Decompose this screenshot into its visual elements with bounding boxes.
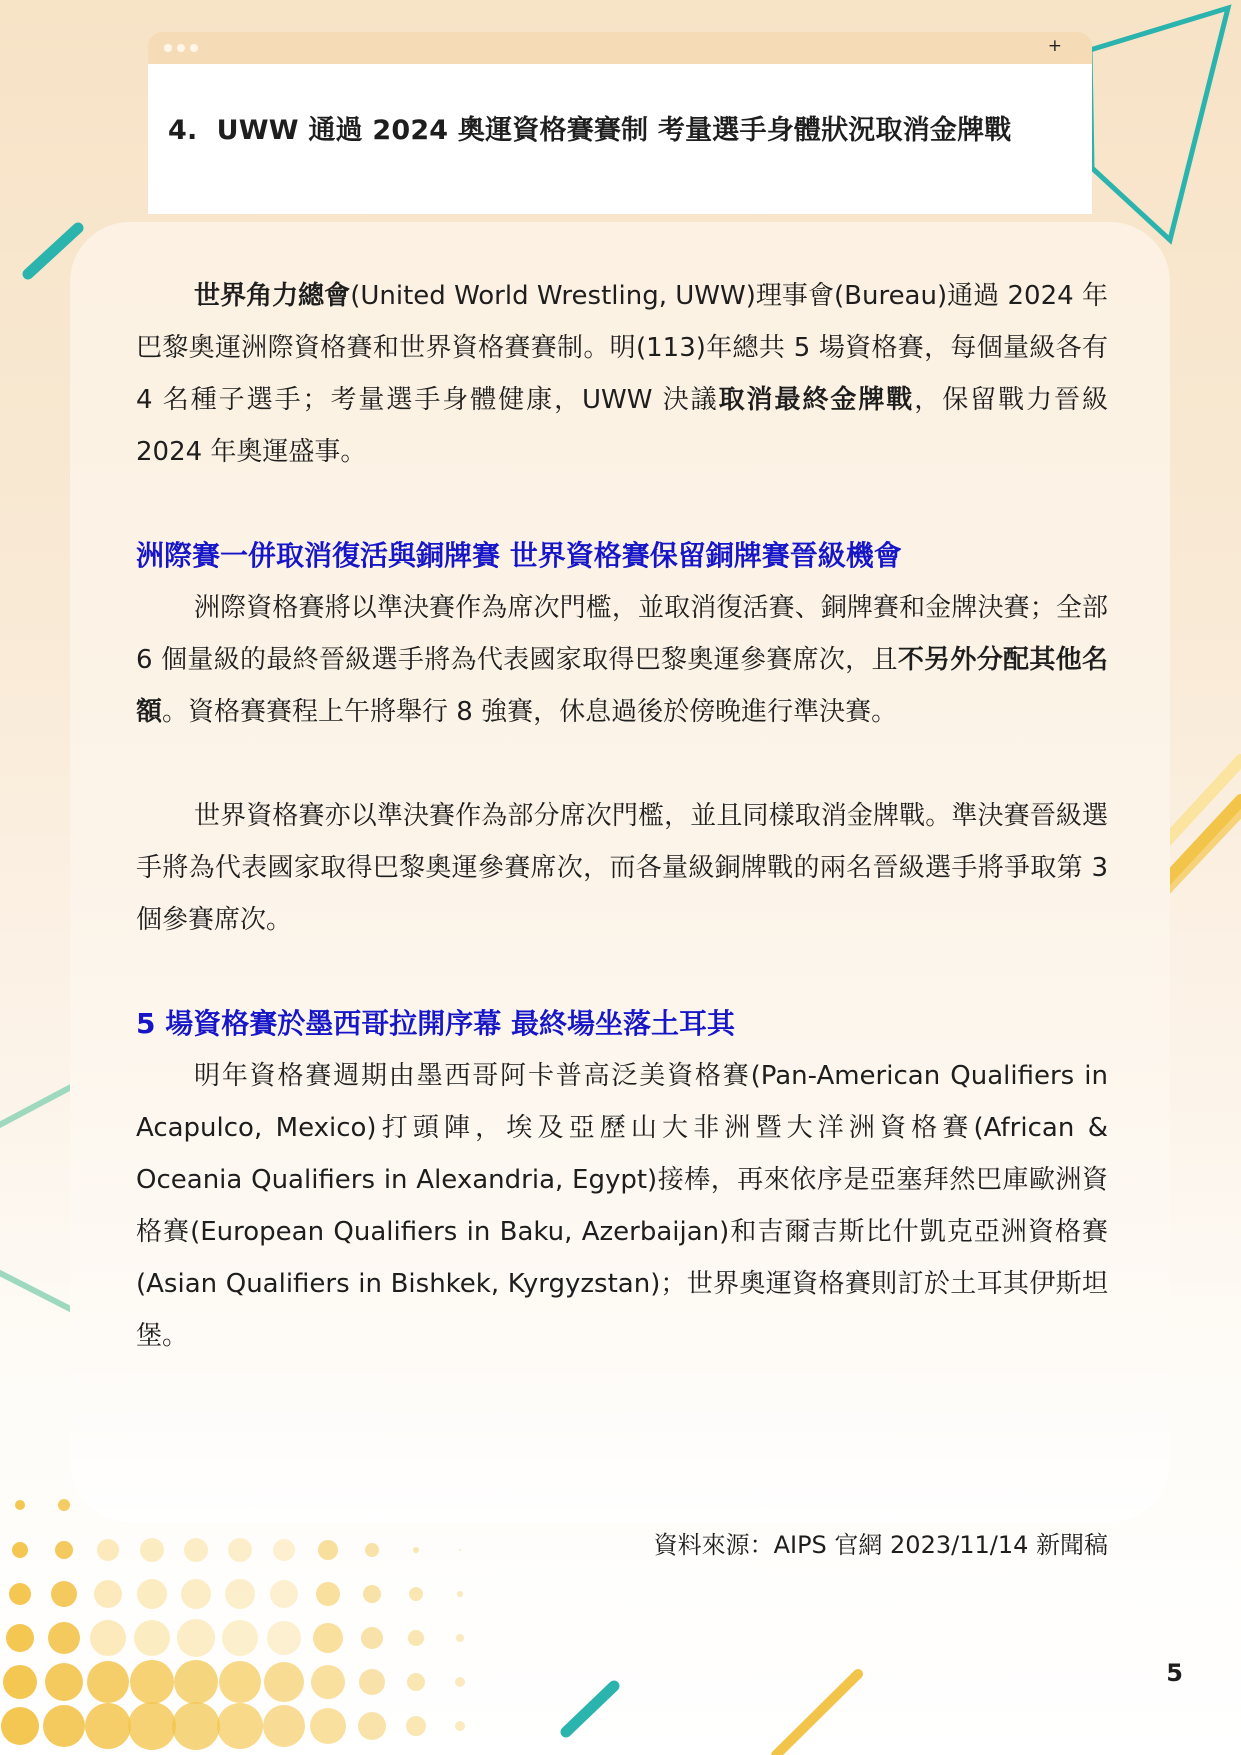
halftone-dot xyxy=(316,1582,340,1606)
halftone-dot xyxy=(459,1549,461,1551)
halftone-dot xyxy=(172,1702,220,1750)
intro-seg: 取消最終金牌戰 xyxy=(718,385,915,415)
halftone-dot xyxy=(413,1547,419,1553)
page-title xyxy=(168,108,1012,147)
halftone-dot xyxy=(228,1538,252,1562)
halftone-dot xyxy=(457,1591,463,1597)
halftone-dot xyxy=(51,1581,77,1607)
halftone-dot xyxy=(267,1621,301,1655)
halftone-dot xyxy=(361,1627,383,1649)
halftone-dot xyxy=(45,1663,83,1701)
halftone-dot xyxy=(184,1538,208,1562)
page-number: 5 xyxy=(1166,1659,1183,1687)
halftone-dot xyxy=(455,1677,465,1687)
title-text: UWW 通過 2024 奧運資格賽賽制 考量選手身體狀況取消金牌戰 xyxy=(216,115,1012,146)
halftone-dot xyxy=(264,1662,304,1702)
plus-icon: + xyxy=(1047,36,1062,56)
halftone-dot xyxy=(12,1542,28,1558)
halftone-dot xyxy=(225,1579,255,1609)
halftone-dot xyxy=(140,1538,164,1562)
article-body xyxy=(136,270,1108,1362)
halftone-dot xyxy=(313,1623,343,1653)
teal-dash-bottom xyxy=(566,1686,614,1732)
halftone-dot xyxy=(217,1703,263,1749)
halftone-dot xyxy=(409,1587,423,1601)
halftone-dot xyxy=(87,1661,129,1703)
halftone-dot xyxy=(408,1630,424,1646)
halftone-dot xyxy=(137,1579,167,1609)
halftone-dot xyxy=(177,1619,215,1657)
halftone-dot xyxy=(48,1622,80,1654)
intro-seg: 世界角力總會 xyxy=(194,281,351,311)
s1p1-seg: 。資格賽賽程上午將舉行 8 強賽，休息過後於傍晚進行準決賽。 xyxy=(162,697,898,727)
halftone-dot xyxy=(358,1712,386,1740)
halftone-dot xyxy=(359,1669,385,1695)
halftone-dot xyxy=(1,1707,39,1745)
title-window xyxy=(148,32,1092,182)
s1p1-seg: 洲際資格賽將以準決賽作為席次門檻，並取消復活賽、銅牌賽和金牌決賽；全部 6 個量級的最終晉級選手將為代表國家取得巴黎奧運參賽席次，且 xyxy=(136,593,1108,675)
halftone-dot xyxy=(455,1721,465,1731)
halftone-dot xyxy=(270,1580,298,1608)
halftone-dot xyxy=(456,1634,464,1642)
halftone-dot xyxy=(273,1539,295,1561)
window-dots-icon xyxy=(164,44,198,52)
halftone-dot xyxy=(128,1702,176,1750)
section2-heading: 5 場資格賽於墨西哥拉開序幕 最終場坐落土耳其 xyxy=(136,1007,735,1040)
halftone-dot xyxy=(311,1665,345,1699)
halftone-dot xyxy=(90,1620,126,1656)
yellow-dash-bottom xyxy=(776,1674,858,1755)
section1-paragraph-2: 世界資格賽亦以準決賽作為部分席次門檻，並且同樣取消金牌戰。準決賽晉級選手將為代表國家取得巴黎奧運參賽席次，而各量級銅牌戰的兩名晉級選手將爭取第 3 個參賽席次。 xyxy=(136,801,1108,935)
halftone-dot xyxy=(363,1585,381,1603)
title-bar xyxy=(148,32,1092,64)
halftone-dot xyxy=(222,1620,258,1656)
teal-dash-left xyxy=(28,228,78,274)
section1-paragraph-1 xyxy=(136,582,1108,738)
intro-seg: (United World Wrestling, UWW)理事會(Bureau)通過 2024 年巴黎奧運洲際資格賽和世界資格賽賽制。明(113)年總共 5 場資格賽，每個量級各有 4 名種子選手；考量選手身體健康，UWW 決議 xyxy=(136,281,1108,415)
intro-paragraph xyxy=(136,270,1108,478)
title-number: 4. xyxy=(168,115,198,146)
halftone-dot xyxy=(406,1716,426,1736)
halftone-dot xyxy=(94,1580,122,1608)
halftone-dot xyxy=(365,1543,379,1557)
halftone-dot xyxy=(43,1705,85,1747)
halftone-dot xyxy=(263,1705,305,1747)
halftone-dot xyxy=(55,1541,73,1559)
section1-heading: 洲際賽一併取消復活與銅牌賽 世界資格賽保留銅牌賽晉級機會 xyxy=(136,539,902,572)
halftone-dot xyxy=(181,1579,211,1609)
halftone-dot xyxy=(3,1665,37,1699)
halftone-dot xyxy=(58,1499,70,1511)
halftone-dot xyxy=(6,1624,34,1652)
halftone-dot xyxy=(407,1673,425,1691)
halftone-dot xyxy=(174,1660,218,1704)
halftone-dot xyxy=(97,1539,119,1561)
intro-seg: ，保留戰力晉級 2024 年奧運盛事。 xyxy=(136,385,1108,467)
halftone-dot xyxy=(134,1620,170,1656)
section2-paragraph-1: 明年資格賽週期由墨西哥阿卡普高泛美資格賽(Pan-American Qualifiers in Acapulco, Mexico)打頭陣，埃及亞歷山大非洲暨大洋洲資格賽(African & Oceania Qualifiers in Alexandria, Egypt)接棒，再來依序是亞塞拜然巴庫歐洲資格賽(European Qualifiers in Baku, Azerbaijan)和吉爾吉斯比什凱克亞洲資格賽(Asian Qualifiers in Bishkek, Kyrgyzstan)；世界奧運資格賽則訂於土耳其伊斯坦堡。 xyxy=(136,1061,1108,1351)
halftone-dot xyxy=(15,1500,25,1510)
teal-triangle-outline xyxy=(1090,8,1228,240)
halftone-dot xyxy=(9,1583,31,1605)
halftone-dot xyxy=(219,1661,261,1703)
halftone-dot xyxy=(130,1660,174,1704)
s1p1-seg: 不另外分配其他名額 xyxy=(136,645,1108,727)
halftone-dot xyxy=(310,1708,346,1744)
halftone-dot xyxy=(318,1540,338,1560)
halftone-dot xyxy=(85,1703,131,1749)
source-note: 資料來源：AIPS 官網 2023/11/14 新聞稿 xyxy=(653,1531,1108,1559)
